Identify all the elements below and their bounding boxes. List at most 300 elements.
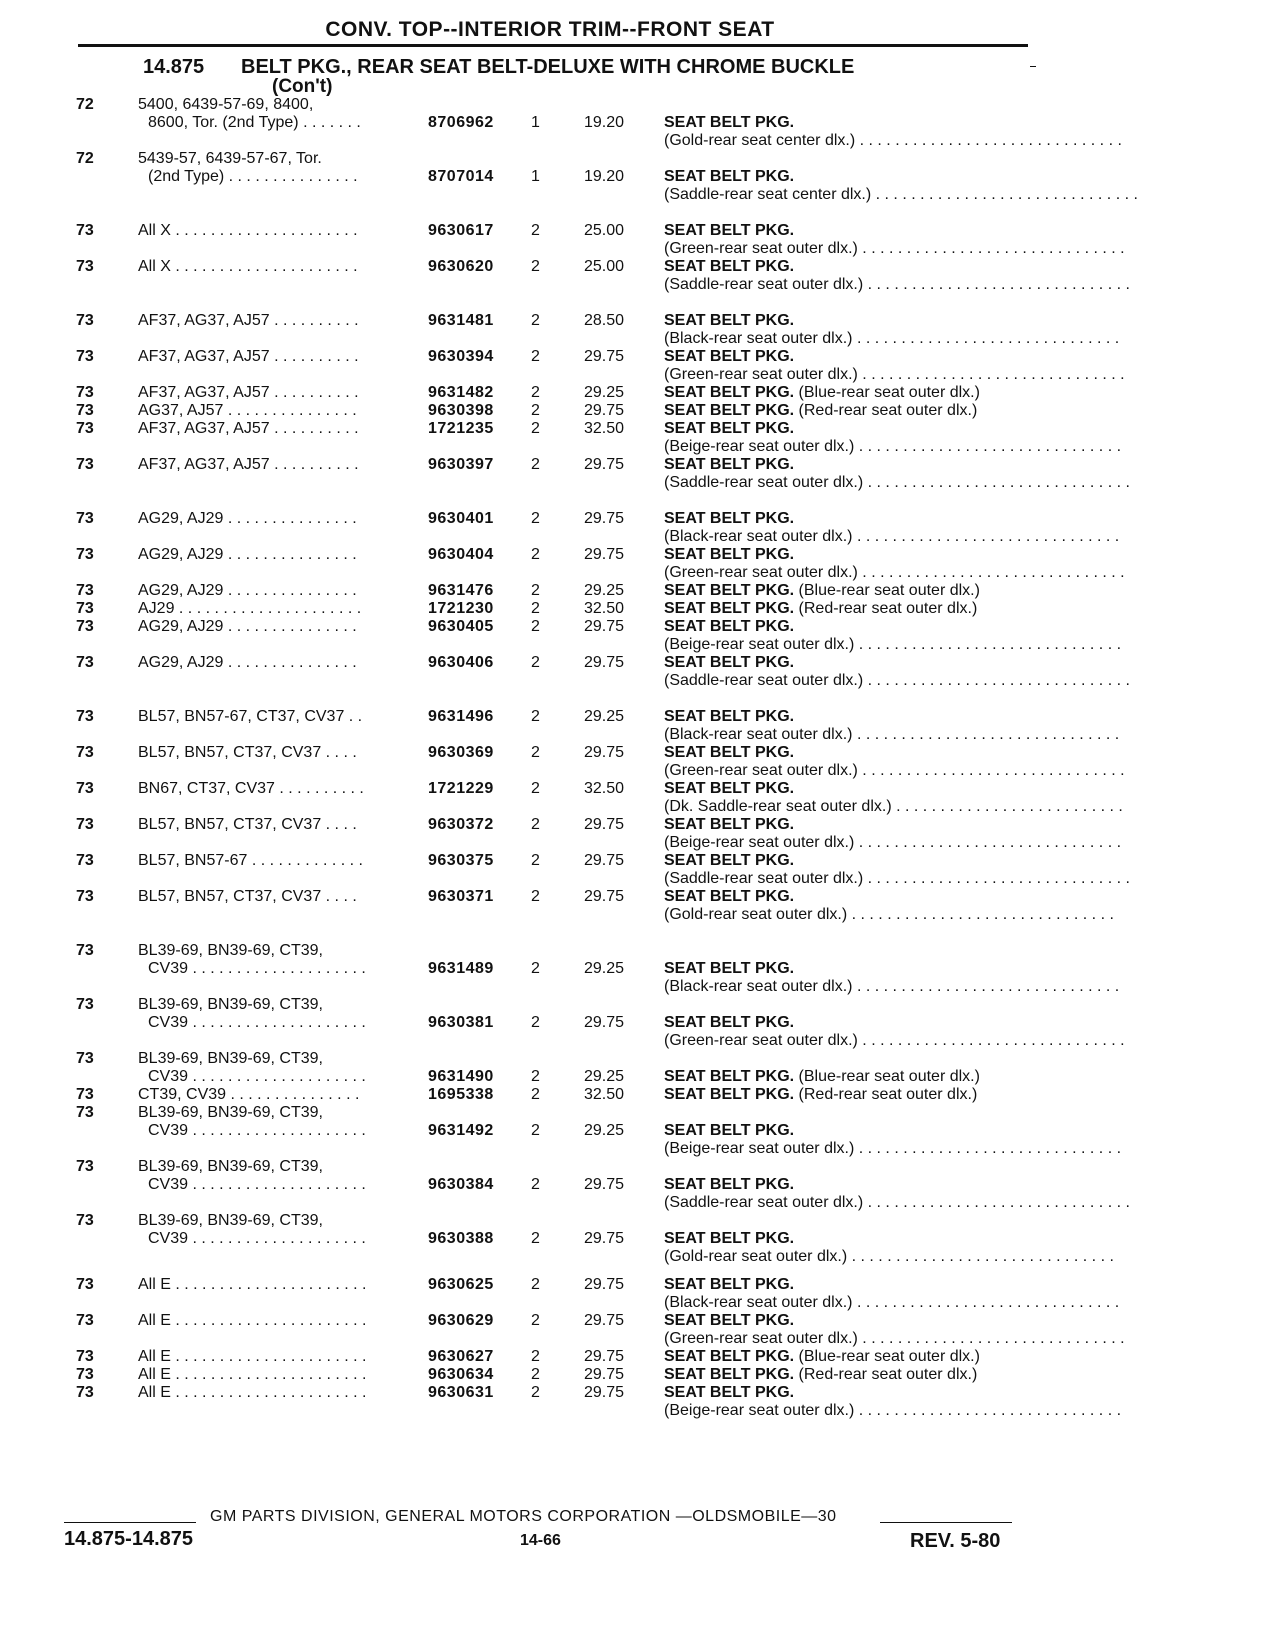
page-header-title: CONV. TOP--INTERIOR TRIM--FRONT SEAT — [325, 18, 775, 41]
quantity: 2 — [531, 1176, 540, 1193]
price: 29.75 — [584, 1276, 625, 1293]
part-number: 9630634 — [428, 1366, 494, 1383]
item-number: 73 — [76, 654, 94, 671]
application-line1: AG29, AJ29 . . . . . . . . . . . . . . . — [138, 582, 357, 599]
description-detail: (Gold-rear seat center dlx.) . . . . . . . . . . . . . . . . . . . . . . . . . . . . . . — [664, 132, 1122, 149]
application-line1: BL39-69, BN39-69, CT39, — [138, 942, 323, 959]
quantity: 2 — [531, 1068, 540, 1085]
description-name: SEAT BELT PKG. — [664, 312, 795, 329]
quantity: 2 — [531, 1312, 540, 1329]
quantity: 2 — [531, 1014, 540, 1031]
description-detail: (Beige-rear seat outer dlx.) . . . . . . . . . . . . . . . . . . . . . . . . . . . . . . — [664, 834, 1122, 851]
item-number: 73 — [76, 1086, 94, 1103]
part-entry — [0, 420, 1280, 460]
description-name: SEAT BELT PKG. — [664, 1366, 795, 1383]
part-number: 9630620 — [428, 258, 494, 275]
description-detail: (Blue-rear seat outer dlx.) — [798, 582, 980, 599]
description-name: SEAT BELT PKG. — [664, 1230, 795, 1247]
application — [138, 708, 408, 726]
description-name: SEAT BELT PKG. — [664, 258, 795, 275]
quantity: 2 — [531, 708, 540, 725]
description — [664, 348, 1125, 384]
part-number: 9630625 — [428, 1276, 494, 1293]
application — [138, 852, 408, 870]
part-number: 8707014 — [428, 168, 494, 185]
description — [664, 1366, 1024, 1384]
part-number: 9630397 — [428, 456, 494, 473]
application-line1: All E . . . . . . . . . . . . . . . . . . . . . . — [138, 1366, 367, 1383]
description-name: SEAT BELT PKG. — [664, 1068, 795, 1085]
quantity: 2 — [531, 618, 540, 635]
part-entry — [0, 312, 1280, 352]
application-line1: 5439-57, 6439-57-67, Tor. — [138, 150, 322, 167]
quantity: 2 — [531, 1366, 540, 1383]
quantity: 2 — [531, 1348, 540, 1365]
description — [664, 600, 1024, 618]
item-number: 73 — [76, 816, 94, 833]
application — [138, 222, 408, 240]
application-line2: CV39 . . . . . . . . . . . . . . . . . . . . — [148, 1230, 366, 1247]
item-number: 73 — [76, 348, 94, 365]
quantity: 2 — [531, 1384, 540, 1401]
price: 29.75 — [584, 654, 625, 671]
price: 25.00 — [584, 222, 625, 239]
application-line1: AG29, AJ29 . . . . . . . . . . . . . . . — [138, 654, 357, 671]
description-name: SEAT BELT PKG. — [664, 1176, 795, 1193]
price: 29.75 — [584, 618, 625, 635]
application — [138, 600, 408, 618]
application-line1: BL39-69, BN39-69, CT39, — [138, 1050, 323, 1067]
quantity: 2 — [531, 510, 540, 527]
part-number: 9630394 — [428, 348, 494, 365]
quantity: 2 — [531, 888, 540, 905]
item-number: 73 — [76, 1276, 94, 1293]
footer-revision: REV. 5-80 — [910, 1530, 1001, 1552]
description-detail: (Green-rear seat outer dlx.) . . . . . . . . . . . . . . . . . . . . . . . . . . . . . . — [664, 366, 1125, 383]
part-entry — [0, 1276, 1280, 1316]
application — [138, 618, 408, 636]
application-line1: AF37, AG37, AJ57 . . . . . . . . . . — [138, 420, 359, 437]
footer-rule-right — [880, 1522, 1012, 1523]
part-entry — [0, 852, 1280, 892]
description — [664, 708, 1120, 744]
item-number: 73 — [76, 852, 94, 869]
description — [664, 114, 1122, 150]
description-detail: (Red-rear seat outer dlx.) — [798, 1366, 978, 1383]
item-number: 73 — [76, 384, 94, 401]
price: 29.25 — [584, 1068, 625, 1085]
part-number: 9631489 — [428, 960, 494, 977]
description-name: SEAT BELT PKG. — [664, 510, 795, 527]
item-number: 73 — [76, 1050, 94, 1067]
part-number: 9631482 — [428, 384, 494, 401]
quantity: 1 — [531, 168, 540, 185]
description — [664, 402, 1024, 420]
price: 29.75 — [584, 402, 625, 419]
item-number: 73 — [76, 402, 94, 419]
description-name: SEAT BELT PKG. — [664, 618, 795, 635]
item-number: 73 — [76, 1384, 94, 1401]
description — [664, 1068, 1024, 1086]
price: 29.75 — [584, 888, 625, 905]
description-detail: (Red-rear seat outer dlx.) — [798, 1086, 978, 1103]
price: 25.00 — [584, 258, 625, 275]
description-name: SEAT BELT PKG. — [664, 780, 795, 797]
description-name: SEAT BELT PKG. — [664, 384, 795, 401]
application-line1: BL57, BN57, CT37, CV37 . . . . — [138, 888, 357, 905]
application — [138, 816, 408, 834]
description — [664, 420, 1122, 456]
application-line1: BL57, BN57, CT37, CV37 . . . . — [138, 744, 357, 761]
footer-section-range: 14.875-14.875 — [64, 1528, 194, 1550]
part-entry — [0, 222, 1280, 262]
application — [138, 780, 408, 798]
quantity: 2 — [531, 348, 540, 365]
application-line1: AF37, AG37, AJ57 . . . . . . . . . . — [138, 384, 359, 401]
price: 29.75 — [584, 1176, 625, 1193]
application-line1: BL57, BN57-67, CT37, CV37 . . — [138, 708, 363, 725]
description-detail: (Green-rear seat outer dlx.) . . . . . . . . . . . . . . . . . . . . . . . . . . . . . . — [664, 1032, 1125, 1049]
description — [664, 384, 1024, 402]
part-entry — [0, 258, 1280, 298]
application — [138, 312, 408, 330]
item-number: 73 — [76, 888, 94, 905]
item-number: 73 — [76, 582, 94, 599]
description-name: SEAT BELT PKG. — [664, 1312, 795, 1329]
part-number: 1721229 — [428, 780, 494, 797]
description — [664, 1276, 1120, 1312]
price: 29.75 — [584, 1348, 625, 1365]
description-name: SEAT BELT PKG. — [664, 1384, 795, 1401]
description-detail: (Saddle-rear seat outer dlx.) . . . . . . . . . . . . . . . . . . . . . . . . . . . . . . — [664, 870, 1130, 887]
section-title: BELT PKG., REAR SEAT BELT-DELUXE WITH CHROME BUCKLE — [241, 56, 855, 78]
description-detail: (Beige-rear seat outer dlx.) . . . . . . . . . . . . . . . . . . . . . . . . . . . . . . — [664, 1402, 1122, 1419]
part-number: 9630381 — [428, 1014, 494, 1031]
description — [664, 852, 1130, 888]
quantity: 2 — [531, 1230, 540, 1247]
application-line1: BL39-69, BN39-69, CT39, — [138, 1158, 323, 1175]
description-detail: (Green-rear seat outer dlx.) . . . . . . . . . . . . . . . . . . . . . . . . . . . . . . — [664, 240, 1125, 257]
description-name: SEAT BELT PKG. — [664, 888, 795, 905]
description — [664, 1348, 1024, 1366]
item-number: 73 — [76, 420, 94, 437]
description-name: SEAT BELT PKG. — [664, 582, 795, 599]
application — [138, 996, 408, 1032]
application — [138, 654, 408, 672]
part-number: 9630406 — [428, 654, 494, 671]
item-number: 73 — [76, 744, 94, 761]
application — [138, 744, 408, 762]
quantity: 2 — [531, 222, 540, 239]
quantity: 2 — [531, 258, 540, 275]
description-detail: (Saddle-rear seat outer dlx.) . . . . . . . . . . . . . . . . . . . . . . . . . . . . . . — [664, 474, 1130, 491]
quantity: 2 — [531, 780, 540, 797]
application-line1: All E . . . . . . . . . . . . . . . . . . . . . . — [138, 1276, 367, 1293]
application-line1: All X . . . . . . . . . . . . . . . . . . . . . — [138, 258, 358, 275]
description-detail: (Black-rear seat outer dlx.) . . . . . . . . . . . . . . . . . . . . . . . . . . . . . . — [664, 330, 1120, 347]
application — [138, 1086, 408, 1104]
item-number: 73 — [76, 996, 94, 1013]
description — [664, 258, 1130, 294]
part-entry — [0, 780, 1280, 820]
part-number: 1721235 — [428, 420, 494, 437]
application-line2: CV39 . . . . . . . . . . . . . . . . . . . . — [148, 1068, 366, 1085]
description-detail: (Dk. Saddle-rear seat outer dlx.) . . . . . . . . . . . . . . . . . . . . . . . . . . — [664, 798, 1123, 815]
application-line2: CV39 . . . . . . . . . . . . . . . . . . . . — [148, 1014, 366, 1031]
quantity: 2 — [531, 1122, 540, 1139]
quantity: 2 — [531, 600, 540, 617]
description-name: SEAT BELT PKG. — [664, 1014, 795, 1031]
description — [664, 510, 1120, 546]
description-name: SEAT BELT PKG. — [664, 456, 795, 473]
application — [138, 582, 408, 600]
description — [664, 1122, 1122, 1158]
description-detail: (Red-rear seat outer dlx.) — [798, 402, 978, 419]
application — [138, 1348, 408, 1366]
price: 29.25 — [584, 384, 625, 401]
application-line1: BL39-69, BN39-69, CT39, — [138, 1212, 323, 1229]
part-entry — [0, 744, 1280, 784]
quantity: 1 — [531, 114, 540, 131]
application-line1: AF37, AG37, AJ57 . . . . . . . . . . — [138, 348, 359, 365]
description — [664, 1312, 1125, 1348]
price: 32.50 — [584, 420, 625, 437]
application — [138, 150, 408, 186]
description — [664, 744, 1125, 780]
description-detail: (Saddle-rear seat outer dlx.) . . . . . . . . . . . . . . . . . . . . . . . . . . . . . . — [664, 672, 1130, 689]
description-name: SEAT BELT PKG. — [664, 1348, 795, 1365]
description-name: SEAT BELT PKG. — [664, 1122, 795, 1139]
part-entry — [0, 888, 1280, 928]
item-number: 73 — [76, 1366, 94, 1383]
application-line1: AF37, AG37, AJ57 . . . . . . . . . . — [138, 456, 359, 473]
part-number: 9630388 — [428, 1230, 494, 1247]
description — [664, 1384, 1122, 1420]
part-entry — [0, 942, 1280, 995]
part-entry — [0, 96, 1280, 149]
description — [664, 1014, 1125, 1050]
description — [664, 816, 1122, 852]
footer-rule-left — [64, 1522, 196, 1523]
description-name: SEAT BELT PKG. — [664, 1276, 795, 1293]
quantity: 2 — [531, 744, 540, 761]
description-detail: (Beige-rear seat outer dlx.) . . . . . . . . . . . . . . . . . . . . . . . . . . . . . . — [664, 636, 1122, 653]
description-detail: (Black-rear seat outer dlx.) . . . . . . . . . . . . . . . . . . . . . . . . . . . . . . — [664, 528, 1120, 545]
price: 19.20 — [584, 168, 625, 185]
quantity: 2 — [531, 1276, 540, 1293]
description-detail: (Red-rear seat outer dlx.) — [798, 600, 978, 617]
part-entry — [0, 1104, 1280, 1157]
description-detail: (Beige-rear seat outer dlx.) . . . . . . . . . . . . . . . . . . . . . . . . . . . . . . — [664, 438, 1122, 455]
price: 29.75 — [584, 456, 625, 473]
quantity: 2 — [531, 312, 540, 329]
footer-publisher: GM PARTS DIVISION, GENERAL MOTORS CORPORATION —OLDSMOBILE—30 — [210, 1508, 837, 1525]
description-name: SEAT BELT PKG. — [664, 168, 795, 185]
price: 28.50 — [584, 312, 625, 329]
application — [138, 546, 408, 564]
part-number: 9630405 — [428, 618, 494, 635]
price: 29.75 — [584, 1230, 625, 1247]
item-number: 73 — [76, 1158, 94, 1175]
description-detail: (Beige-rear seat outer dlx.) . . . . . . . . . . . . . . . . . . . . . . . . . . . . . . — [664, 1140, 1122, 1157]
part-entry — [0, 510, 1280, 550]
item-number: 73 — [76, 618, 94, 635]
description-name: SEAT BELT PKG. — [664, 1086, 795, 1103]
part-number: 9631476 — [428, 582, 494, 599]
price: 29.25 — [584, 582, 625, 599]
description — [664, 546, 1125, 582]
application-line1: BN67, CT37, CV37 . . . . . . . . . . — [138, 780, 364, 797]
part-entry — [0, 546, 1280, 586]
item-number: 73 — [76, 600, 94, 617]
part-number: 9630398 — [428, 402, 494, 419]
part-number: 9630404 — [428, 546, 494, 563]
application-line1: AG29, AJ29 . . . . . . . . . . . . . . . — [138, 618, 357, 635]
quantity: 2 — [531, 420, 540, 437]
application-line1: AG37, AJ57 . . . . . . . . . . . . . . . — [138, 402, 357, 419]
description-name: SEAT BELT PKG. — [664, 402, 795, 419]
description — [664, 1086, 1024, 1104]
application — [138, 1312, 408, 1330]
description — [664, 312, 1120, 348]
description-name: SEAT BELT PKG. — [664, 654, 795, 671]
application-line1: CT39, CV39 . . . . . . . . . . . . . . . — [138, 1086, 360, 1103]
item-number: 73 — [76, 1348, 94, 1365]
application-line1: BL57, BN57-67 . . . . . . . . . . . . . — [138, 852, 363, 869]
application-line1: All X . . . . . . . . . . . . . . . . . . . . . — [138, 222, 358, 239]
description-detail: (Green-rear seat outer dlx.) . . . . . . . . . . . . . . . . . . . . . . . . . . . . . . — [664, 564, 1125, 581]
item-number: 73 — [76, 222, 94, 239]
part-number: 9630631 — [428, 1384, 494, 1401]
application — [138, 1384, 408, 1402]
application-line1: All E . . . . . . . . . . . . . . . . . . . . . . — [138, 1312, 367, 1329]
description — [664, 888, 1114, 924]
item-number: 73 — [76, 546, 94, 563]
description — [664, 654, 1130, 690]
item-number: 72 — [76, 96, 94, 113]
application-line1: AJ29 . . . . . . . . . . . . . . . . . . . . . — [138, 600, 362, 617]
application — [138, 1366, 408, 1384]
part-number: 9631496 — [428, 708, 494, 725]
part-number: 9630369 — [428, 744, 494, 761]
part-number: 9630372 — [428, 816, 494, 833]
part-entry — [0, 654, 1280, 694]
part-entry — [0, 150, 1280, 203]
part-entry — [0, 1158, 1280, 1211]
quantity: 2 — [531, 546, 540, 563]
part-entry — [0, 708, 1280, 748]
item-number: 72 — [76, 150, 94, 167]
application — [138, 402, 408, 420]
section-continued: (Con't) — [272, 76, 333, 97]
description — [664, 1176, 1130, 1212]
description — [664, 960, 1120, 996]
header-rule — [78, 44, 1028, 47]
application — [138, 420, 408, 438]
application-line1: AG29, AJ29 . . . . . . . . . . . . . . . — [138, 510, 357, 527]
price: 29.75 — [584, 1366, 625, 1383]
description-name: SEAT BELT PKG. — [664, 222, 795, 239]
quantity: 2 — [531, 384, 540, 401]
price: 19.20 — [584, 114, 625, 131]
application-line1: All E . . . . . . . . . . . . . . . . . . . . . . — [138, 1348, 367, 1365]
application — [138, 888, 408, 906]
quantity: 2 — [531, 960, 540, 977]
description-name: SEAT BELT PKG. — [664, 420, 795, 437]
part-number: 9630384 — [428, 1176, 494, 1193]
application-line2: (2nd Type) . . . . . . . . . . . . . . . — [148, 168, 358, 185]
application — [138, 258, 408, 276]
quantity: 2 — [531, 816, 540, 833]
description — [664, 168, 1138, 204]
description-name: SEAT BELT PKG. — [664, 960, 795, 977]
description-detail: (Black-rear seat outer dlx.) . . . . . . . . . . . . . . . . . . . . . . . . . . . . . . — [664, 1294, 1120, 1311]
price: 29.25 — [584, 960, 625, 977]
price: 29.75 — [584, 1014, 625, 1031]
application — [138, 1212, 408, 1248]
item-number: 73 — [76, 1312, 94, 1329]
price: 32.50 — [584, 780, 625, 797]
quantity: 2 — [531, 456, 540, 473]
part-entry — [0, 456, 1280, 496]
part-entry — [0, 1312, 1280, 1352]
part-number: 9630375 — [428, 852, 494, 869]
part-number: 8706962 — [428, 114, 494, 131]
description-name: SEAT BELT PKG. — [664, 852, 795, 869]
price: 32.50 — [584, 600, 625, 617]
application — [138, 942, 408, 978]
item-number: 73 — [76, 510, 94, 527]
price: 29.75 — [584, 1312, 625, 1329]
application — [138, 348, 408, 366]
part-number: 9631490 — [428, 1068, 494, 1085]
part-number: 9630627 — [428, 1348, 494, 1365]
application — [138, 456, 408, 474]
application — [138, 1276, 408, 1294]
item-number: 73 — [76, 942, 94, 959]
part-entry — [0, 1050, 1280, 1090]
description — [664, 582, 1024, 600]
part-entry — [0, 348, 1280, 388]
description-name: SEAT BELT PKG. — [664, 708, 795, 725]
application — [138, 510, 408, 528]
part-entry — [0, 996, 1280, 1049]
part-entry — [0, 1212, 1280, 1265]
description-detail: (Saddle-rear seat center dlx.) . . . . . . . . . . . . . . . . . . . . . . . . . . . . . . — [664, 186, 1138, 203]
description — [664, 1230, 1114, 1266]
description-detail: (Blue-rear seat outer dlx.) — [798, 384, 980, 401]
application-line1: BL39-69, BN39-69, CT39, — [138, 996, 323, 1013]
application-line2: CV39 . . . . . . . . . . . . . . . . . . . . — [148, 1176, 366, 1193]
application-line2: 8600, Tor. (2nd Type) . . . . . . . — [148, 114, 361, 131]
item-number: 73 — [76, 456, 94, 473]
application — [138, 384, 408, 402]
description-name: SEAT BELT PKG. — [664, 114, 795, 131]
description-detail: (Saddle-rear seat outer dlx.) . . . . . . . . . . . . . . . . . . . . . . . . . . . . . . — [664, 276, 1130, 293]
description-name: SEAT BELT PKG. — [664, 744, 795, 761]
description-detail: (Blue-rear seat outer dlx.) — [798, 1068, 980, 1085]
item-number: 73 — [76, 1104, 94, 1121]
price: 29.25 — [584, 708, 625, 725]
description-detail: (Green-rear seat outer dlx.) . . . . . . . . . . . . . . . . . . . . . . . . . . . . . . — [664, 1330, 1125, 1347]
description-detail: (Blue-rear seat outer dlx.) — [798, 1348, 980, 1365]
application — [138, 96, 408, 132]
part-number: 9630401 — [428, 510, 494, 527]
description — [664, 618, 1122, 654]
description-name: SEAT BELT PKG. — [664, 600, 795, 617]
quantity: 2 — [531, 402, 540, 419]
quantity: 2 — [531, 654, 540, 671]
